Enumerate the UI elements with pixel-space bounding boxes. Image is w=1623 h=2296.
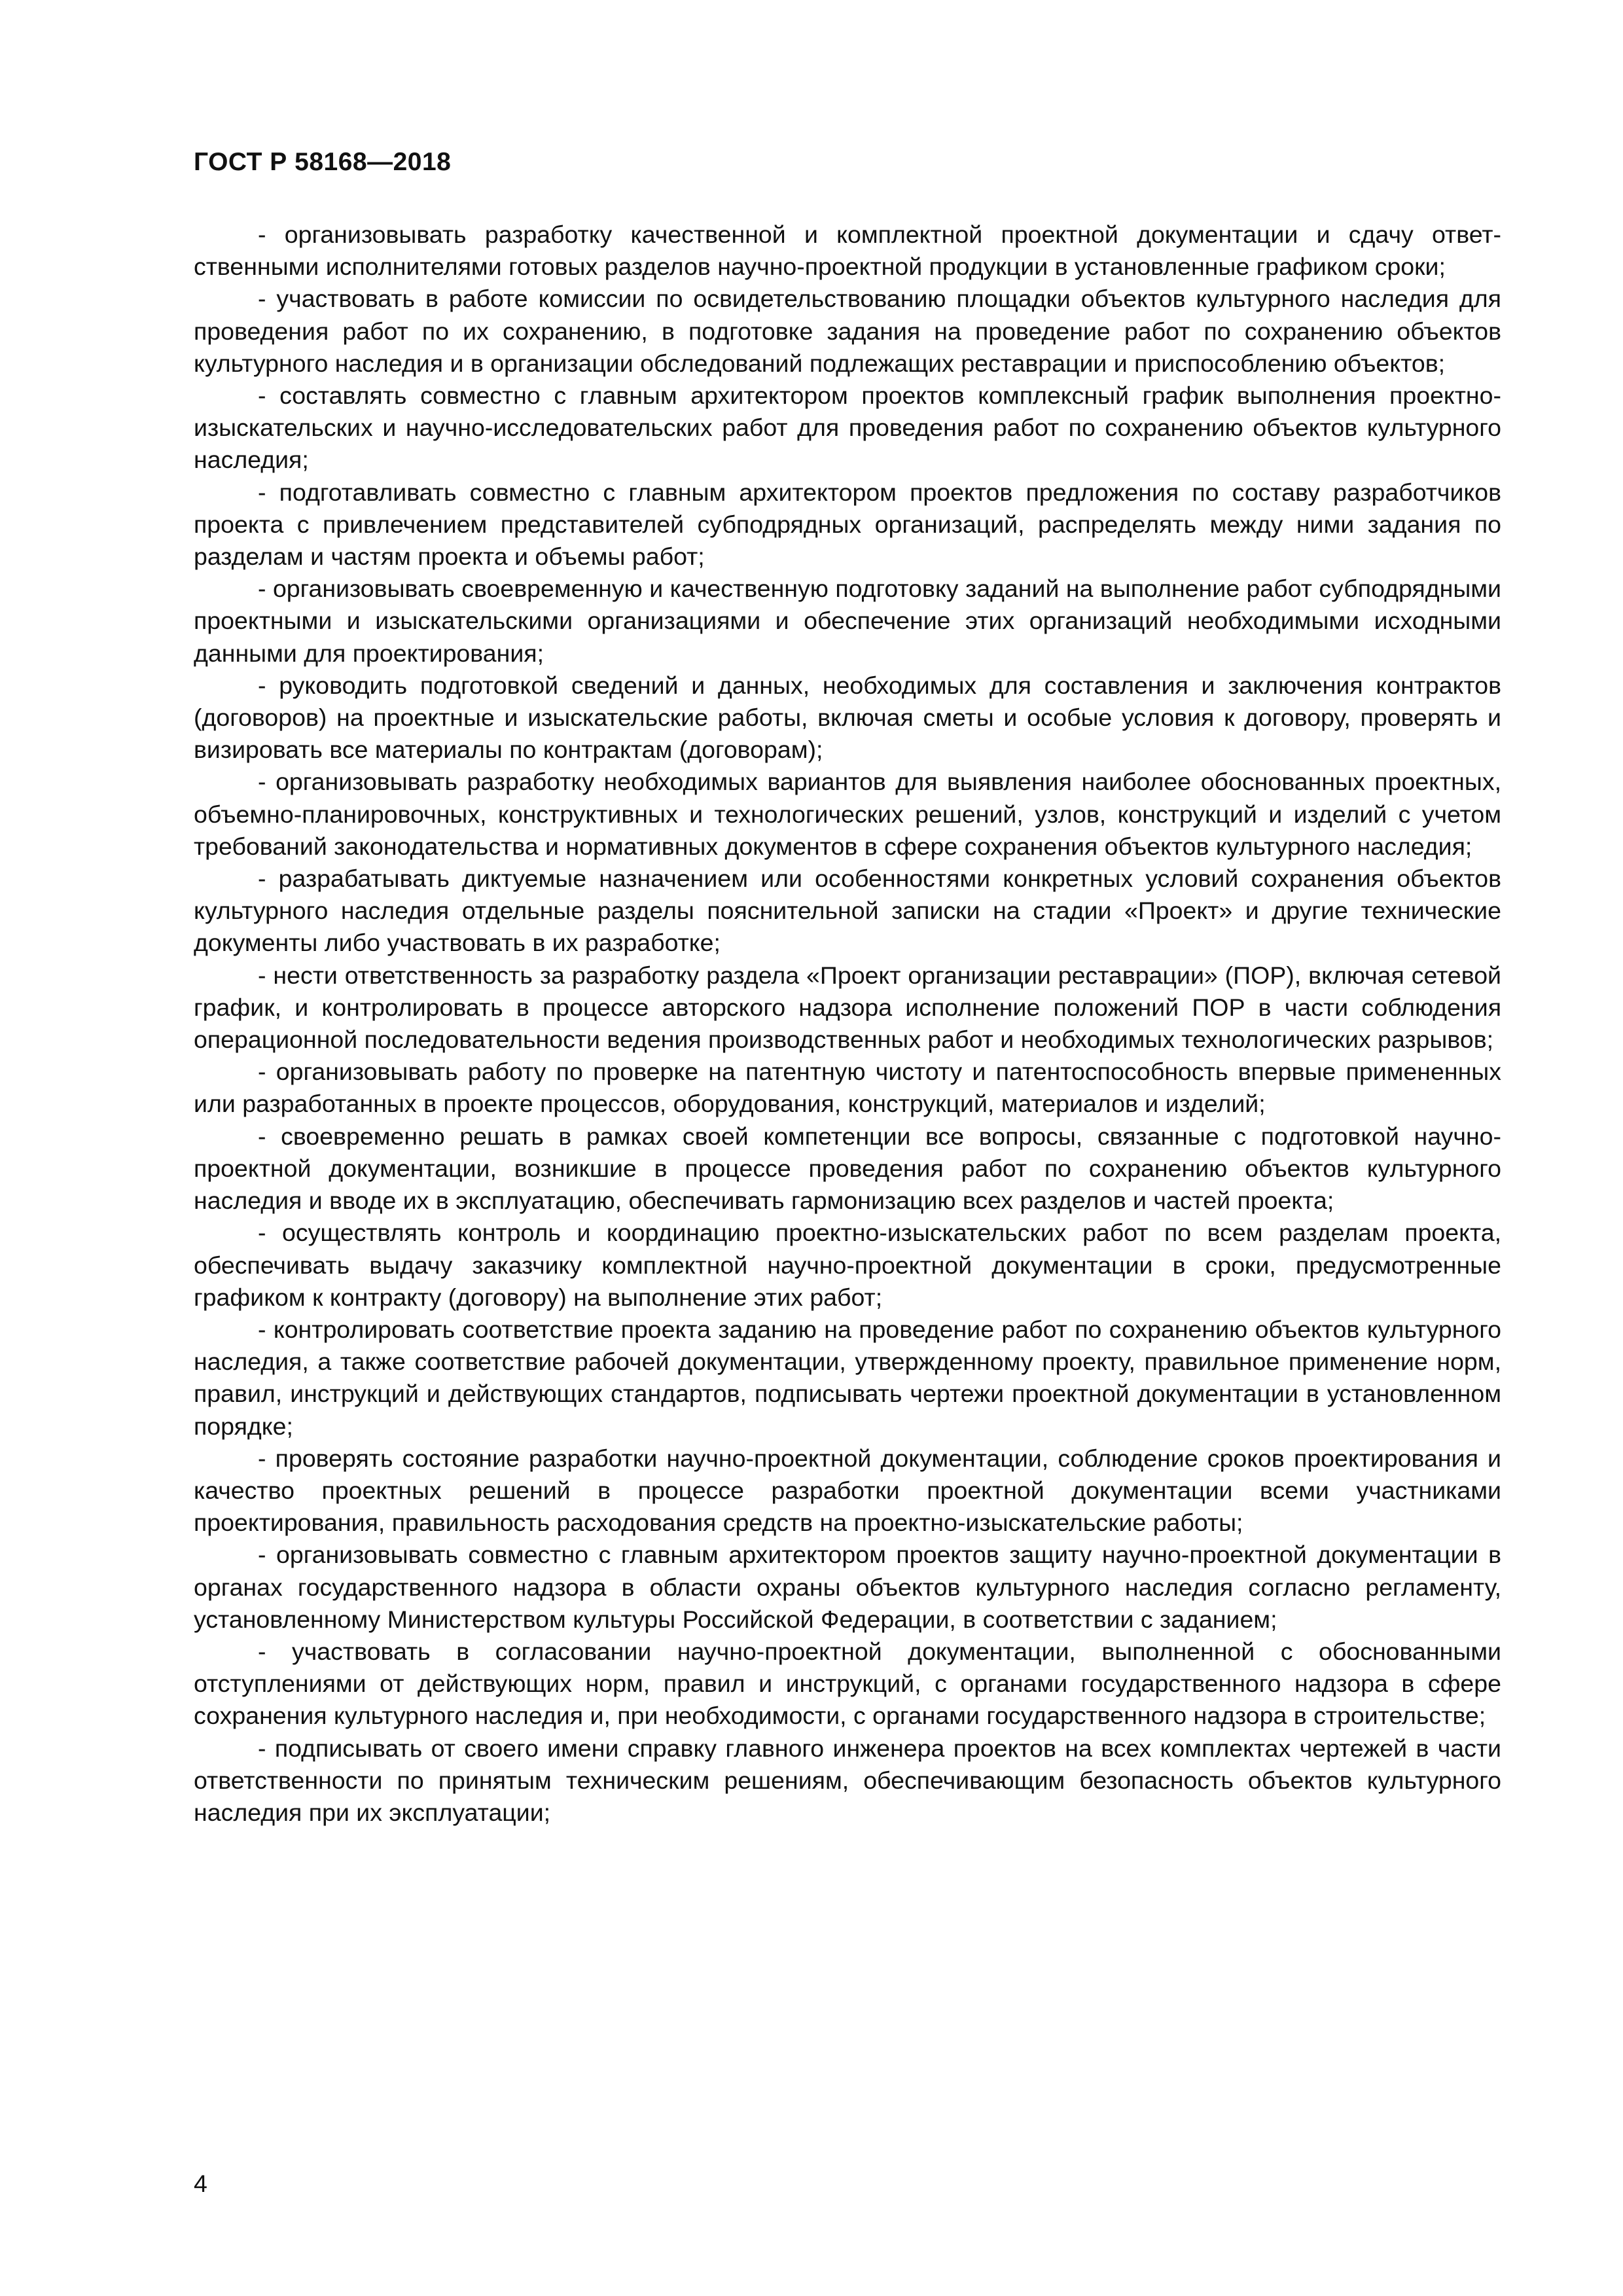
- duty-paragraph: - организовывать разработку необходимых вариантов для выявления наиболее обоснованных проектных, объемно-планировочных, конструктивных и технологических решений, узлов, конструкций и изделий с учетом требований законодательства и нормативных документов в сфере сохранения объектов культурного наследия;: [194, 768, 1501, 860]
- duty-paragraph: - руководить подготовкой сведений и данных, необходимых для составления и заключения контрактов (договоров) на проектные и изыскательские работы, включая сметы и особые условия к договору, проверять и визировать все материалы по контрактам (договорам);: [194, 671, 1501, 764]
- duty-paragraph: - составлять совместно с главным архитектором проектов комплексный график выполнения проектно-изыскательских и научно-исследовательских работ для проведения работ по сохранению объектов культурного наследия;: [194, 382, 1501, 474]
- duty-paragraph: - разрабатывать диктуемые назначением или особенностями конкретных условий сохранения объектов культурного наследия отдельные разделы пояснительной записки на стадии «Проект» и другие технические документы либо участвовать в их разработке;: [194, 865, 1501, 957]
- standard-designation: ГОСТ Р 58168—2018: [194, 148, 452, 176]
- duty-paragraph: - осуществлять контроль и координацию проектно-изыскательских работ по всем разделам проекта, обеспечивать выдачу заказчику комплектной научно-проектной документации в сроки, предусмотренные графиком к контракту (договору) на выполнение этих работ;: [194, 1219, 1501, 1311]
- document-body: [194, 219, 1501, 1829]
- duty-paragraph: - нести ответственность за разработку раздела «Проект организации реставрации» (ПОР), включая сетевой график, и контролировать в процессе авторского надзора исполнение положений ПОР в части соблюдения операционной последовательности ведения производственных работ и необходимых технологических разрывов;: [194, 961, 1501, 1054]
- duty-paragraph: - участвовать в работе комиссии по освидетельствованию площадки объектов культурного наследия для проведения работ по их сохранению, в подготовке задания на проведение работ по сохранению объектов культурного наследия и в организации обследований подлежащих реставрации и приспособлению объектов;: [194, 285, 1501, 377]
- duty-paragraph: - организовывать разработку качественной и комплектной проектной документации и сдачу ответственными исполнителями готовых разделов научно-проектной продукции в установленные графиком сроки;: [194, 221, 1501, 281]
- duty-paragraph: - организовывать совместно с главным архитектором проектов защиту научно-проектной документации в органах государственного надзора в области охраны объектов культурного наследия согласно регламенту, установленному Министерством культуры Российской Федерации, в соответствии с заданием;: [194, 1541, 1501, 1633]
- duty-paragraph: - участвовать в согласовании научно-проектной документации, выполненной с обоснованными отступлениями от действующих норм, правил и инструкций, с органами государственного надзора в сфере сохранения культурного наследия и, при необходимости, с органами государственного надзора в строительстве;: [194, 1637, 1501, 1730]
- duty-paragraph: - подготавливать совместно с главным архитектором проектов предложения по составу разработчиков проекта с привлечением представителей субподрядных организаций, распределять между ними задания по разделам и частям проекта и объемы работ;: [194, 478, 1501, 571]
- duty-paragraph: - своевременно решать в рамках своей компетенции все вопросы, связанные с подготовкой научно-проектной документации, возникшие в процессе проведения работ по сохранению объектов культурного наследия и вводе их в эксплуатацию, обеспечивать гармонизацию всех разделов и частей проекта;: [194, 1122, 1501, 1215]
- duty-paragraph: - контролировать соответствие проекта заданию на проведение работ по сохранению объектов культурного наследия, а также соответствие рабочей документации, утвержденному проекту, правильное применение норм, правил, инструкций и действующих стандартов, подписывать чертежи проектной документации в установленном порядке;: [194, 1315, 1501, 1440]
- duty-paragraph: - организовывать работу по проверке на патентную чистоту и патентоспособность впервые примененных или разработанных в проекте процессов, оборудования, конструкций, материалов и изделий;: [194, 1058, 1501, 1118]
- duty-paragraph: - проверять состояние разработки научно-проектной документации, соблюдение сроков проектирования и качество проектных решений в процессе разработки проектной документации всеми участниками проектирования, правильность расходования средств на проектно-изыскательские работы;: [194, 1444, 1501, 1537]
- duty-paragraph: - организовывать своевременную и качественную подготовку заданий на выполнение работ субподрядными проектными и изыскательскими организациями и обеспечение этих организаций необходимыми исходными данными для проектирования;: [194, 575, 1501, 667]
- duty-paragraph: - подписывать от своего имени справку главного инженера проектов на всех комплектах чертежей в части ответственности по принятым техническим решениям, обеспечивающим безопасность объектов культурного наследия при их эксплуатации;: [194, 1734, 1501, 1826]
- page-number: 4: [194, 2170, 207, 2197]
